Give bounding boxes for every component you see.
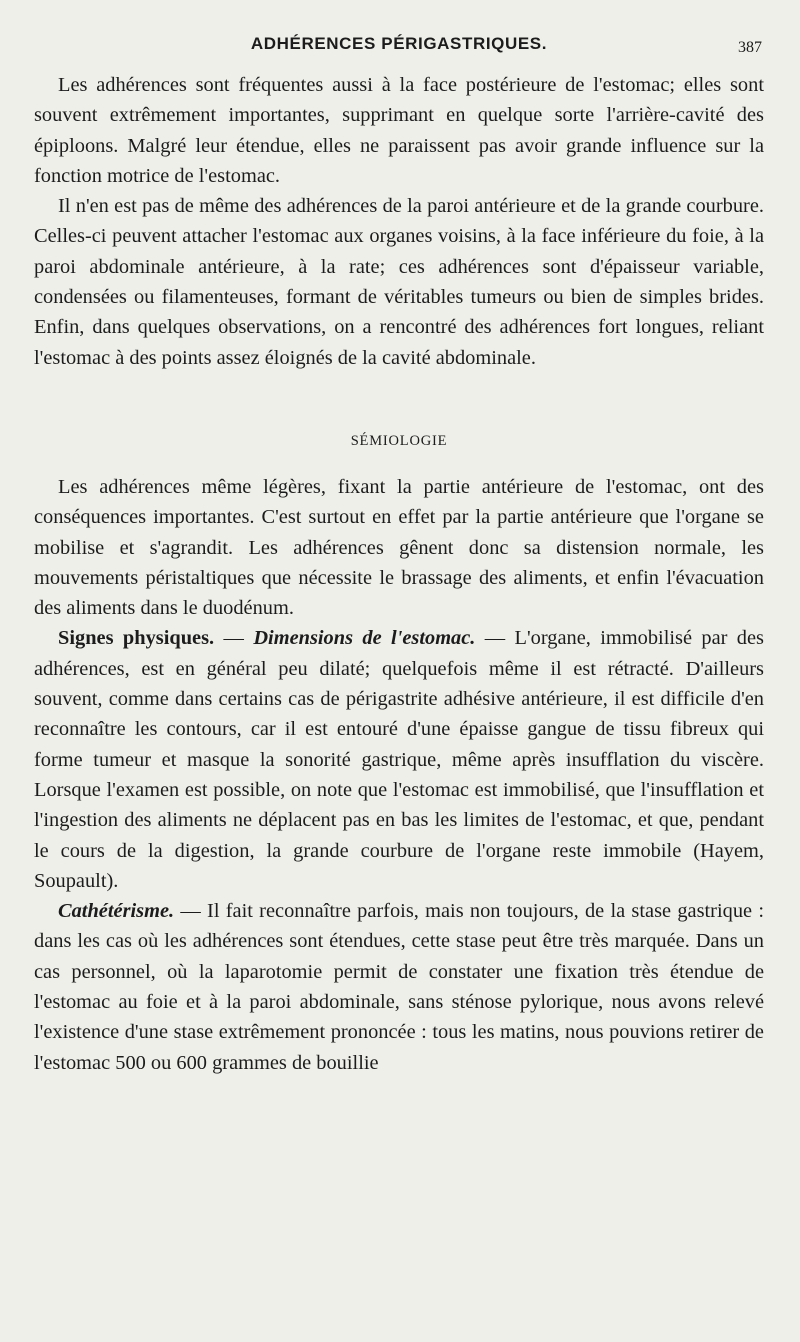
catheterism-text: — Il fait reconnaître parfois, mais non toujours, de la stase gastrique : dans les cas où les adhérences sont étendues, cette stase peut être très marquée. Dans un cas personnel, où la laparotomie permit de constater une fixation très étendue de l'estomac au foie et à la paroi abdominale, sans sténose pylorique, nous avons relevé l'existence d'une stase extrêmement prononcée : tous les matins, nous pouvions retirer de l'estomac 500 ou 600 grammes de bouillie bbox=[34, 900, 764, 1074]
lead-catheterism: Cathétérisme. bbox=[58, 900, 175, 923]
paragraph-physical-signs bbox=[34, 623, 764, 896]
physical-signs-text: — L'organe, immobilisé par des adhérences, est en général peu dilaté; quelquefois même il est rétracté. D'ailleurs souvent, comme dans certains cas de périgastrite adhésive antérieure, il est difficile d'en reconnaître les contours, car il est entouré d'une épaisse gangue de tissu fibreux qui forme tumeur et masque la sonorité gastrique, même après insufflation du viscère. Lorsque l'examen est possible, on note que l'estomac est immobilisé, que l'insufflation et l'ingestion des aliments ne déplacent pas en bas les limites de l'estomac, et que, pendant le cours de la digestion, la grande courbure de l'organe reste immobile (Hayem, Soupault). bbox=[34, 627, 764, 892]
running-title: ADHÉRENCES PÉRIGASTRIQUES. bbox=[250, 34, 548, 53]
paragraph-posterior-adhesions: Les adhérences sont fréquentes aussi à la face postérieure de l'estomac; elles sont souvent extrêmement importantes, supprimant en quelque sorte l'arrière-cavité des épiploons. Malgré leur étendue, elles ne paraissent pas avoir grande influence sur la fonction motrice de l'estomac. bbox=[34, 74, 764, 187]
paragraph-anterior-adhesions: Il n'en est pas de même des adhérences de la paroi antérieure et de la grande courbure. Celles-ci peuvent attacher l'estomac aux organes voisins, à la face inférieure du foie, à la paroi abdominale antérieure, à la rate; ces adhérences sont d'épaisseur variable, condensées ou filamenteuses, formant de véritables tumeurs ou bien de simples brides. Enfin, dans quelques observations, on a rencontré des adhérences fort longues, reliant l'estomac à des points assez éloignés de la cavité abdominale. bbox=[34, 195, 764, 369]
section-heading-semiologie: SÉMIOLOGIE bbox=[350, 432, 448, 449]
lead-physical-signs: Signes physiques. bbox=[58, 627, 215, 650]
paragraph-catheterism bbox=[34, 896, 764, 1078]
paragraph-consequences: Les adhérences même légères, fixant la partie antérieure de l'estomac, ont des conséquences importantes. C'est surtout en effet par la partie antérieure que l'organe se mobilise et s'agrandit. Les adhérences gênent donc sa distension normale, les mouvements péristaltiques que nécessite le brassage des aliments, et enfin l'évacuation des aliments dans le duodénum. bbox=[34, 475, 764, 620]
lead-separator: — bbox=[214, 627, 254, 650]
page-number: 387 bbox=[738, 39, 762, 56]
lead-stomach-dimensions: Dimensions de l'estomac. bbox=[253, 627, 476, 650]
running-header bbox=[34, 34, 764, 64]
